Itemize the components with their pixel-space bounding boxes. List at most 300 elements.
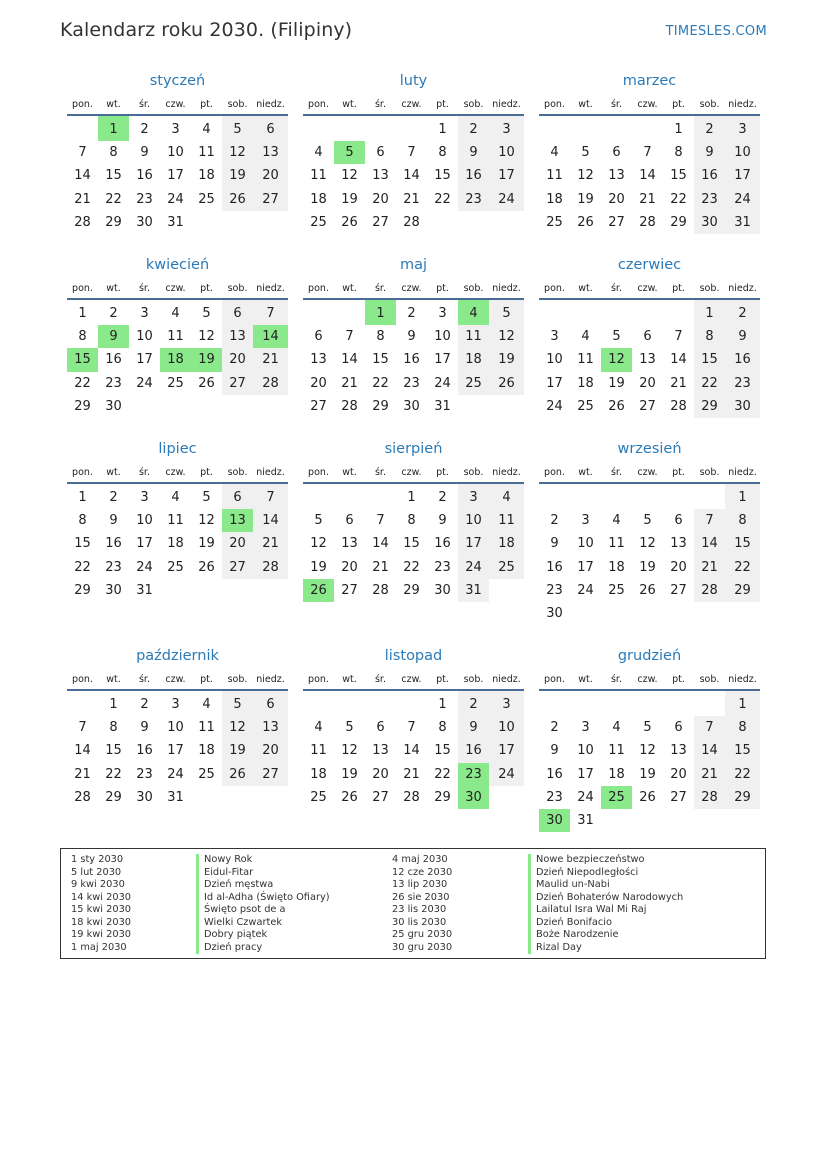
day-cell: 4 — [314, 145, 323, 161]
empty-cell — [458, 395, 489, 418]
empty-cell — [160, 579, 191, 602]
day-cell: 22 — [372, 375, 389, 391]
day-cell: 19 — [639, 766, 656, 782]
day-cell: 13 — [341, 536, 358, 552]
weekday-header: czw. — [632, 94, 663, 115]
day-cell: 25 — [458, 372, 489, 395]
day-cell: 4 — [202, 122, 211, 138]
day-cell: 19 — [191, 348, 222, 371]
weekday-header: pon. — [539, 669, 570, 690]
day-cell: 21 — [639, 191, 656, 207]
day-cell: 27 — [639, 398, 656, 414]
weekday-header: niedz. — [489, 278, 524, 299]
day-cell: 1 — [725, 483, 760, 509]
day-cell: 15 — [372, 352, 389, 368]
day-cell: 6 — [222, 299, 253, 325]
day-cell: 26 — [489, 372, 524, 395]
day-cell: 12 — [198, 329, 215, 345]
empty-cell — [601, 690, 632, 716]
weekday-header: niedz. — [725, 278, 760, 299]
day-cell: 24 — [725, 188, 760, 211]
month-grid — [539, 462, 760, 625]
day-cell: 1 — [725, 690, 760, 716]
day-cell: 11 — [546, 168, 563, 184]
month-block — [303, 254, 524, 418]
holiday-legend — [60, 848, 766, 959]
legend-dates-left — [71, 854, 131, 954]
day-cell: 3 — [550, 329, 559, 345]
weekday-header: sob. — [694, 462, 725, 483]
day-cell: 8 — [694, 325, 725, 348]
legend-date: 12 cze 2030 — [392, 866, 453, 878]
empty-cell — [725, 809, 760, 832]
legend-dates-right — [392, 854, 452, 954]
month-name: wrzesień — [617, 441, 682, 457]
day-cell: 1 — [438, 122, 447, 138]
weekday-header: sob. — [222, 462, 253, 483]
legend-date: 4 maj 2030 — [392, 854, 448, 865]
month-block — [67, 254, 288, 418]
day-cell: 10 — [136, 513, 153, 529]
day-cell: 6 — [674, 720, 683, 736]
day-cell: 9 — [140, 145, 149, 161]
day-cell: 27 — [222, 556, 253, 579]
day-cell: 6 — [643, 329, 652, 345]
day-cell: 19 — [222, 164, 253, 187]
day-cell: 26 — [577, 214, 594, 230]
day-cell: 17 — [136, 352, 153, 368]
legend-holiday-name: Maulid un-Nabi — [528, 879, 683, 892]
weekday-header: niedz. — [725, 669, 760, 690]
legend-date: 1 sty 2030 — [71, 854, 124, 865]
weekday-header: niedz. — [489, 669, 524, 690]
day-cell: 13 — [222, 325, 253, 348]
legend-holiday-name: Dzień Bonifacio — [528, 917, 683, 930]
month-grid — [303, 669, 524, 809]
day-cell: 28 — [74, 789, 91, 805]
empty-cell — [253, 786, 288, 809]
day-cell: 8 — [438, 145, 447, 161]
day-cell: 8 — [109, 720, 118, 736]
day-cell: 8 — [674, 145, 683, 161]
day-cell: 22 — [670, 191, 687, 207]
legend-date: 18 kwi 2030 — [71, 916, 132, 928]
day-cell: 23 — [105, 559, 122, 575]
day-cell: 28 — [74, 214, 91, 230]
day-cell: 27 — [670, 582, 687, 598]
day-cell: 1 — [438, 697, 447, 713]
legend-holiday-name: Id al-Adha (Święto Ofiary) — [196, 892, 330, 905]
day-cell: 4 — [489, 483, 524, 509]
weekday-header: pon. — [67, 278, 98, 299]
weekday-header: pt. — [427, 669, 458, 690]
weekday-header: niedz. — [253, 278, 288, 299]
day-cell: 24 — [489, 188, 524, 211]
month-block — [539, 645, 760, 832]
legend-date: 26 sie 2030 — [392, 891, 450, 903]
day-cell: 2 — [458, 115, 489, 141]
weekday-header: śr. — [365, 462, 396, 483]
empty-cell — [160, 395, 191, 418]
day-cell: 30 — [434, 582, 451, 598]
site-link[interactable]: TIMESLES.COM — [665, 24, 767, 39]
empty-cell — [129, 395, 160, 418]
weekday-header: czw. — [396, 94, 427, 115]
day-cell: 3 — [140, 306, 149, 322]
day-cell: 27 — [222, 372, 253, 395]
day-cell: 18 — [608, 559, 625, 575]
weekday-header: pon. — [67, 462, 98, 483]
month-block — [303, 70, 524, 234]
empty-cell — [601, 483, 632, 509]
day-cell: 9 — [140, 720, 149, 736]
day-cell: 1 — [407, 490, 416, 506]
day-cell: 12 — [577, 168, 594, 184]
day-cell: 26 — [222, 188, 253, 211]
legend-date: 25 gru 2030 — [392, 929, 453, 941]
day-cell: 3 — [171, 122, 180, 138]
day-cell: 12 — [198, 513, 215, 529]
day-cell: 28 — [670, 398, 687, 414]
day-cell: 2 — [109, 306, 118, 322]
day-cell: 14 — [372, 536, 389, 552]
weekday-header: wt. — [334, 278, 365, 299]
day-cell: 20 — [608, 191, 625, 207]
day-cell: 30 — [546, 606, 563, 622]
empty-cell — [191, 786, 222, 809]
day-cell: 12 — [222, 141, 253, 164]
day-cell: 20 — [372, 766, 389, 782]
day-cell: 19 — [222, 739, 253, 762]
month-name: sierpień — [384, 441, 443, 457]
day-cell: 24 — [458, 556, 489, 579]
empty-cell — [222, 579, 253, 602]
day-cell: 18 — [198, 168, 215, 184]
day-cell: 21 — [253, 532, 288, 555]
weekday-header: pon. — [67, 669, 98, 690]
legend-holiday-name: Święto psot de a — [196, 904, 330, 917]
empty-cell — [253, 579, 288, 602]
day-cell: 18 — [546, 191, 563, 207]
weekday-header: śr. — [601, 278, 632, 299]
day-cell: 12 — [639, 743, 656, 759]
day-cell: 29 — [372, 398, 389, 414]
weekday-header: sob. — [458, 462, 489, 483]
empty-cell — [632, 690, 663, 716]
day-cell: 10 — [458, 509, 489, 532]
day-cell: 11 — [577, 352, 594, 368]
day-cell: 28 — [639, 214, 656, 230]
legend-date: 5 lut 2030 — [71, 866, 122, 878]
day-cell: 22 — [725, 556, 760, 579]
empty-cell — [725, 602, 760, 625]
day-cell: 11 — [167, 329, 184, 345]
legend-date: 14 kwi 2030 — [71, 891, 132, 903]
legend-holiday-name: Lailatul Isra Wal Mi Raj — [528, 904, 683, 917]
day-cell: 5 — [314, 513, 323, 529]
empty-cell — [694, 809, 725, 832]
weekday-header: czw. — [396, 669, 427, 690]
day-cell: 10 — [167, 145, 184, 161]
day-cell: 11 — [489, 509, 524, 532]
empty-cell — [191, 579, 222, 602]
empty-cell — [458, 211, 489, 234]
weekday-header: czw. — [396, 462, 427, 483]
day-cell: 20 — [310, 375, 327, 391]
day-cell: 20 — [222, 348, 253, 371]
day-cell: 3 — [438, 306, 447, 322]
weekday-header: wt. — [570, 462, 601, 483]
empty-cell — [334, 115, 365, 141]
day-cell: 3 — [581, 720, 590, 736]
day-cell: 5 — [202, 490, 211, 506]
day-cell: 12 — [310, 536, 327, 552]
weekday-header: pt. — [427, 462, 458, 483]
day-cell: 20 — [253, 164, 288, 187]
day-cell: 28 — [403, 214, 420, 230]
day-cell: 16 — [105, 352, 122, 368]
weekday-header: niedz. — [489, 94, 524, 115]
weekday-header: śr. — [129, 462, 160, 483]
weekday-header: pt. — [663, 278, 694, 299]
weekday-header: sob. — [222, 94, 253, 115]
day-cell: 17 — [546, 375, 563, 391]
day-cell: 14 — [253, 509, 288, 532]
day-cell: 26 — [222, 763, 253, 786]
day-cell: 18 — [310, 191, 327, 207]
month-name: grudzień — [617, 648, 682, 664]
weekday-header: pt. — [427, 94, 458, 115]
day-cell: 7 — [345, 329, 354, 345]
day-cell: 30 — [539, 809, 570, 832]
empty-cell — [539, 115, 570, 141]
weekday-header: czw. — [160, 278, 191, 299]
day-cell: 5 — [222, 115, 253, 141]
weekday-header: śr. — [601, 462, 632, 483]
day-cell: 13 — [608, 168, 625, 184]
day-cell: 4 — [202, 697, 211, 713]
day-cell: 23 — [458, 188, 489, 211]
day-cell: 21 — [403, 191, 420, 207]
day-cell: 11 — [198, 720, 215, 736]
month-grid — [67, 278, 288, 418]
day-cell: 8 — [109, 145, 118, 161]
weekday-header: pt. — [191, 462, 222, 483]
day-cell: 6 — [253, 690, 288, 716]
day-cell: 2 — [140, 697, 149, 713]
day-cell: 25 — [198, 191, 215, 207]
day-cell: 9 — [694, 141, 725, 164]
empty-cell — [570, 483, 601, 509]
day-cell: 4 — [171, 490, 180, 506]
day-cell: 2 — [694, 115, 725, 141]
day-cell: 9 — [725, 325, 760, 348]
day-cell: 10 — [167, 720, 184, 736]
day-cell: 26 — [639, 789, 656, 805]
day-cell: 22 — [434, 766, 451, 782]
day-cell: 20 — [372, 191, 389, 207]
day-cell: 1 — [98, 115, 129, 141]
day-cell: 2 — [438, 490, 447, 506]
day-cell: 3 — [171, 697, 180, 713]
day-cell: 19 — [489, 348, 524, 371]
day-cell: 5 — [612, 329, 621, 345]
day-cell: 14 — [670, 352, 687, 368]
day-cell: 19 — [577, 191, 594, 207]
empty-cell — [303, 115, 334, 141]
day-cell: 28 — [694, 786, 725, 809]
legend-holiday-name: Dzień pracy — [196, 942, 330, 955]
empty-cell — [663, 299, 694, 325]
day-cell: 5 — [581, 145, 590, 161]
day-cell: 4 — [550, 145, 559, 161]
legend-date: 15 kwi 2030 — [71, 904, 132, 916]
page-title: Kalendarz roku 2030. (Filipiny) — [60, 19, 353, 41]
day-cell: 25 — [310, 789, 327, 805]
empty-cell — [67, 690, 98, 716]
day-cell: 24 — [489, 763, 524, 786]
month-grid — [303, 94, 524, 234]
legend-date: 19 kwi 2030 — [71, 929, 132, 941]
day-cell: 17 — [167, 743, 184, 759]
weekday-header: niedz. — [489, 462, 524, 483]
day-cell: 10 — [434, 329, 451, 345]
day-cell: 17 — [458, 532, 489, 555]
month-grid — [67, 94, 288, 234]
day-cell: 9 — [550, 743, 559, 759]
day-cell: 5 — [643, 720, 652, 736]
month-block — [67, 70, 288, 234]
month-block — [539, 254, 760, 418]
empty-cell — [191, 395, 222, 418]
day-cell: 21 — [403, 766, 420, 782]
day-cell: 14 — [694, 739, 725, 762]
day-cell: 17 — [489, 164, 524, 187]
weekday-header: sob. — [694, 94, 725, 115]
day-cell: 21 — [372, 559, 389, 575]
day-cell: 15 — [725, 532, 760, 555]
day-cell: 11 — [198, 145, 215, 161]
empty-cell — [601, 115, 632, 141]
day-cell: 7 — [674, 329, 683, 345]
day-cell: 16 — [136, 168, 153, 184]
day-cell: 9 — [550, 536, 559, 552]
day-cell: 23 — [694, 188, 725, 211]
month-grid — [539, 94, 760, 234]
day-cell: 1 — [78, 306, 87, 322]
weekday-header: niedz. — [725, 94, 760, 115]
day-cell: 6 — [376, 720, 385, 736]
day-cell: 7 — [694, 716, 725, 739]
day-cell: 26 — [341, 789, 358, 805]
day-cell: 13 — [372, 743, 389, 759]
day-cell: 7 — [407, 145, 416, 161]
day-cell: 25 — [167, 375, 184, 391]
weekday-header: wt. — [334, 94, 365, 115]
day-cell: 8 — [438, 720, 447, 736]
empty-cell — [663, 602, 694, 625]
day-cell: 18 — [198, 743, 215, 759]
day-cell: 29 — [670, 214, 687, 230]
day-cell: 6 — [222, 483, 253, 509]
day-cell: 29 — [74, 398, 91, 414]
weekday-header: sob. — [458, 94, 489, 115]
day-cell: 16 — [434, 536, 451, 552]
day-cell: 17 — [489, 739, 524, 762]
day-cell: 18 — [577, 375, 594, 391]
weekday-header: czw. — [396, 278, 427, 299]
day-cell: 9 — [98, 325, 129, 348]
day-cell: 13 — [222, 509, 253, 532]
day-cell: 14 — [639, 168, 656, 184]
day-cell: 4 — [612, 720, 621, 736]
weekday-header: wt. — [98, 462, 129, 483]
day-cell: 12 — [601, 348, 632, 371]
day-cell: 17 — [136, 536, 153, 552]
day-cell: 28 — [372, 582, 389, 598]
day-cell: 15 — [434, 168, 451, 184]
day-cell: 17 — [577, 766, 594, 782]
empty-cell — [365, 483, 396, 509]
empty-cell — [601, 602, 632, 625]
weekday-header: sob. — [694, 278, 725, 299]
day-cell: 14 — [253, 325, 288, 348]
day-cell: 26 — [303, 579, 334, 602]
day-cell: 15 — [694, 348, 725, 371]
day-cell: 18 — [310, 766, 327, 782]
day-cell: 24 — [577, 789, 594, 805]
day-cell: 3 — [725, 115, 760, 141]
weekday-header: sob. — [222, 669, 253, 690]
day-cell: 18 — [489, 532, 524, 555]
weekday-header: czw. — [160, 94, 191, 115]
day-cell: 27 — [341, 582, 358, 598]
day-cell: 27 — [310, 398, 327, 414]
empty-cell — [303, 690, 334, 716]
weekday-header: wt. — [334, 462, 365, 483]
day-cell: 24 — [136, 559, 153, 575]
day-cell: 25 — [577, 398, 594, 414]
day-cell: 15 — [403, 536, 420, 552]
day-cell: 28 — [403, 789, 420, 805]
weekday-header: śr. — [365, 278, 396, 299]
day-cell: 31 — [577, 813, 594, 829]
weekday-header: wt. — [98, 94, 129, 115]
day-cell: 11 — [458, 325, 489, 348]
legend-holiday-name: Dzień Bohaterów Narodowych — [528, 892, 683, 905]
empty-cell — [222, 211, 253, 234]
empty-cell — [489, 579, 524, 602]
day-cell: 28 — [253, 556, 288, 579]
weekday-header: czw. — [160, 669, 191, 690]
day-cell: 30 — [105, 582, 122, 598]
empty-cell — [601, 299, 632, 325]
day-cell: 22 — [403, 559, 420, 575]
weekday-header: wt. — [98, 669, 129, 690]
day-cell: 11 — [608, 743, 625, 759]
day-cell: 9 — [438, 513, 447, 529]
day-cell: 13 — [670, 743, 687, 759]
month-block — [67, 645, 288, 809]
day-cell: 20 — [253, 739, 288, 762]
day-cell: 3 — [581, 513, 590, 529]
weekday-header: pon. — [539, 462, 570, 483]
day-cell: 22 — [725, 763, 760, 786]
empty-cell — [601, 809, 632, 832]
day-cell: 7 — [78, 720, 87, 736]
empty-cell — [694, 690, 725, 716]
day-cell: 7 — [407, 720, 416, 736]
